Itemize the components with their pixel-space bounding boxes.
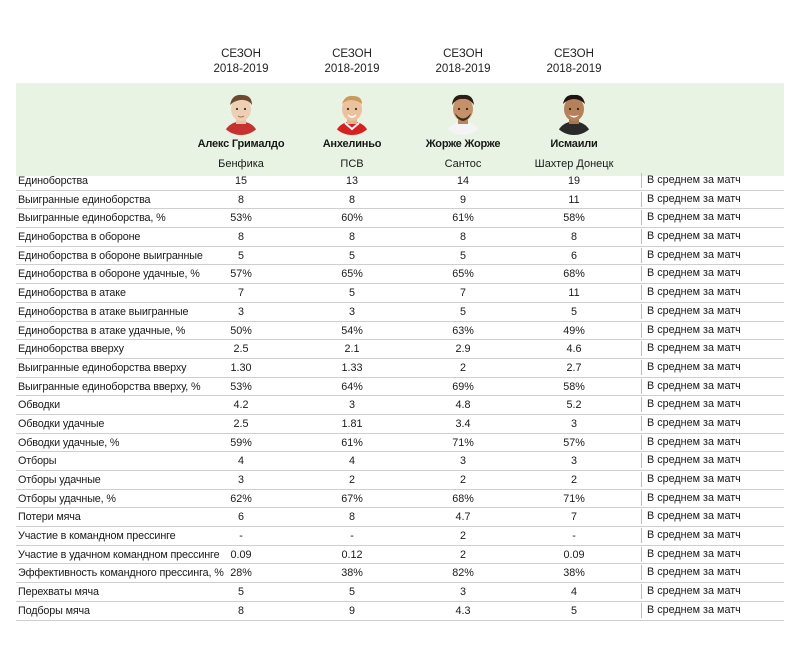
stat-value: 11 bbox=[568, 287, 580, 300]
player-photo bbox=[218, 89, 264, 135]
table-row bbox=[16, 564, 784, 583]
table-row bbox=[16, 415, 784, 434]
per-match-note: В среднем за матч bbox=[641, 565, 780, 580]
per-match-note: В среднем за матч bbox=[641, 509, 780, 524]
stat-value: 5 bbox=[459, 249, 466, 262]
table-row bbox=[16, 583, 784, 602]
stat-label: Выигранные единоборства вверху bbox=[18, 361, 187, 374]
stats-table bbox=[16, 172, 784, 621]
stat-value: 5 bbox=[237, 249, 244, 262]
season-label: СЕЗОН bbox=[221, 48, 261, 60]
per-match-note: В среднем за матч bbox=[641, 266, 780, 281]
stat-value: 61% bbox=[452, 212, 474, 225]
player-club: Бенфика bbox=[218, 158, 264, 170]
stat-value: 8 bbox=[237, 193, 244, 206]
stat-value: 5 bbox=[348, 586, 355, 599]
per-match-note: В среднем за матч bbox=[641, 285, 780, 300]
stat-value: 3 bbox=[570, 455, 577, 468]
table-row bbox=[16, 378, 784, 397]
table-row bbox=[16, 191, 784, 210]
stat-value: 2.5 bbox=[233, 417, 249, 430]
stat-label: Подборы мяча bbox=[18, 604, 90, 617]
per-match-note: В среднем за матч bbox=[641, 360, 780, 375]
stat-value: 5 bbox=[237, 586, 244, 599]
stat-value: 3 bbox=[348, 305, 355, 318]
stat-value: 4 bbox=[570, 586, 577, 599]
stat-value: 7 bbox=[459, 287, 466, 300]
stat-value: 38% bbox=[563, 567, 585, 580]
stat-value: 67% bbox=[341, 492, 363, 505]
stat-label: Выигранные единоборства, % bbox=[18, 212, 166, 225]
stat-value: 9 bbox=[459, 193, 466, 206]
table-row bbox=[16, 284, 784, 303]
per-match-note: В среднем за матч bbox=[641, 547, 780, 562]
stat-value: 5.2 bbox=[566, 399, 582, 412]
stat-value: 68% bbox=[452, 492, 474, 505]
stat-label: Единоборства в атаке выигранные bbox=[18, 305, 189, 318]
table-row bbox=[16, 322, 784, 341]
stat-value: 3 bbox=[570, 417, 577, 430]
per-match-note: В среднем за матч bbox=[641, 341, 780, 356]
per-match-note: В среднем за матч bbox=[641, 603, 780, 618]
stat-value: 6 bbox=[570, 249, 577, 262]
stat-value: 4.3 bbox=[455, 604, 471, 617]
season-years: 2018-2019 bbox=[435, 63, 491, 75]
stat-value: 0.09 bbox=[230, 548, 252, 561]
stat-value: - bbox=[350, 530, 354, 543]
table-row bbox=[16, 602, 784, 621]
player-club: Сантос bbox=[444, 158, 482, 170]
table-row bbox=[16, 546, 784, 565]
stat-value: 0.09 bbox=[563, 548, 585, 561]
per-match-note: В среднем за матч bbox=[641, 491, 780, 506]
stat-value: 59% bbox=[230, 436, 252, 449]
stat-value: 7 bbox=[237, 287, 244, 300]
table-row bbox=[16, 265, 784, 284]
player-photo bbox=[329, 89, 375, 135]
stat-value: 15 bbox=[234, 175, 247, 187]
per-match-note: В среднем за матч bbox=[641, 210, 780, 225]
table-row bbox=[16, 340, 784, 359]
season-header-1 bbox=[186, 47, 296, 77]
stat-value: 5 bbox=[348, 287, 355, 300]
per-match-note: В среднем за матч bbox=[641, 173, 780, 188]
table-row bbox=[16, 452, 784, 471]
per-match-note: В среднем за матч bbox=[641, 584, 780, 599]
stat-value: 1.30 bbox=[230, 361, 252, 374]
stat-value: 19 bbox=[567, 175, 580, 187]
stat-value: 50% bbox=[230, 324, 252, 337]
stat-label: Участие в командном прессинге bbox=[18, 530, 176, 543]
stat-label: Перехваты мяча bbox=[18, 586, 99, 599]
per-match-note: В среднем за матч bbox=[641, 397, 780, 412]
season-header-3 bbox=[408, 47, 518, 77]
table-row bbox=[16, 209, 784, 228]
stat-value: 71% bbox=[563, 492, 585, 505]
stat-value: 65% bbox=[452, 268, 474, 281]
stat-value: 13 bbox=[345, 175, 358, 187]
stat-value: 2 bbox=[459, 530, 466, 543]
stat-value: 4 bbox=[237, 455, 244, 468]
per-match-note: В среднем за матч bbox=[641, 379, 780, 394]
stat-label: Единоборства в атаке bbox=[18, 287, 126, 300]
stat-value: 7 bbox=[570, 511, 577, 524]
stat-value: 5 bbox=[459, 305, 466, 318]
stat-label: Отборы удачные, % bbox=[18, 492, 116, 505]
player-card-angelino bbox=[297, 83, 407, 176]
stat-value: 3 bbox=[237, 305, 244, 318]
table-row bbox=[16, 303, 784, 322]
per-match-note: В среднем за матч bbox=[641, 323, 780, 338]
stat-value: 58% bbox=[563, 380, 585, 393]
stat-value: 68% bbox=[563, 268, 585, 281]
player-name: Алекс Грималдо bbox=[197, 138, 285, 150]
table-row bbox=[16, 490, 784, 509]
stat-value: 63% bbox=[452, 324, 474, 337]
stat-value: 1.33 bbox=[341, 361, 363, 374]
stat-label: Единоборства в атаке удачные, % bbox=[18, 324, 186, 337]
table-row bbox=[16, 228, 784, 247]
stat-value: 4.7 bbox=[455, 511, 471, 524]
stat-label: Отборы удачные bbox=[18, 474, 101, 486]
stat-label: Выигранные единоборства вверху, % bbox=[18, 380, 201, 393]
player-card-jorge bbox=[408, 83, 518, 176]
stat-label: Единоборства вверху bbox=[18, 343, 124, 356]
stat-label: Выигранные единоборства bbox=[18, 193, 151, 206]
season-years: 2018-2019 bbox=[546, 63, 602, 75]
stat-value: 57% bbox=[563, 436, 585, 449]
table-row bbox=[16, 471, 784, 490]
player-photo bbox=[551, 89, 597, 135]
stat-value: 64% bbox=[341, 380, 363, 393]
stat-value: 3 bbox=[348, 399, 355, 412]
stat-value: 8 bbox=[459, 231, 466, 244]
stat-value: 82% bbox=[452, 567, 474, 580]
stat-value: 8 bbox=[237, 604, 244, 617]
stat-value: 38% bbox=[341, 567, 363, 580]
season-header-4 bbox=[519, 47, 629, 77]
per-match-note: В среднем за матч bbox=[641, 528, 780, 543]
stat-value: 5 bbox=[570, 604, 577, 617]
stat-value: 8 bbox=[348, 511, 355, 524]
stat-label: Единоборства в обороне удачные, % bbox=[18, 268, 200, 281]
stat-value: 28% bbox=[230, 567, 252, 580]
stat-label: Участие в удачном командном прессинге bbox=[18, 548, 220, 561]
stat-value: 60% bbox=[341, 212, 363, 225]
stat-label: Единоборства в обороне bbox=[18, 231, 141, 244]
season-label: СЕЗОН bbox=[554, 48, 594, 60]
stat-value: 2 bbox=[348, 474, 355, 486]
stat-value: 3 bbox=[459, 586, 466, 599]
stat-value: 61% bbox=[341, 436, 363, 449]
stat-value: 49% bbox=[563, 324, 585, 337]
table-row bbox=[16, 527, 784, 546]
stat-label: Отборы bbox=[18, 455, 57, 468]
per-match-note: В среднем за матч bbox=[641, 416, 780, 431]
season-label: СЕЗОН bbox=[443, 48, 483, 60]
stat-value: 1.81 bbox=[341, 417, 363, 430]
stat-value: - bbox=[572, 530, 576, 543]
season-label: СЕЗОН bbox=[332, 48, 372, 60]
stat-value: 4.8 bbox=[455, 399, 471, 412]
stat-value: 2 bbox=[459, 548, 466, 561]
stat-value: 0.12 bbox=[341, 548, 363, 561]
stat-value: 5 bbox=[348, 249, 355, 262]
stat-value: 4.6 bbox=[566, 343, 582, 356]
stat-value: 62% bbox=[230, 492, 252, 505]
stat-value: 6 bbox=[237, 511, 244, 524]
stat-value: - bbox=[239, 530, 243, 543]
player-photo bbox=[440, 89, 486, 135]
stat-label: Единоборства bbox=[18, 175, 88, 187]
stat-value: 2.7 bbox=[566, 361, 582, 374]
stat-value: 8 bbox=[237, 231, 244, 244]
stat-value: 2 bbox=[459, 474, 466, 486]
stat-value: 8 bbox=[348, 231, 355, 244]
table-row bbox=[16, 172, 784, 191]
stat-value: 54% bbox=[341, 324, 363, 337]
player-name: Жорже Жорже bbox=[425, 138, 501, 150]
stat-value: 3.4 bbox=[455, 417, 471, 430]
player-club: ПСВ bbox=[340, 158, 364, 170]
stat-value: 65% bbox=[341, 268, 363, 281]
stat-value: 4 bbox=[348, 455, 355, 468]
stat-value: 4.2 bbox=[233, 399, 249, 412]
season-header-2 bbox=[297, 47, 407, 77]
per-match-note: В среднем за матч bbox=[641, 453, 780, 468]
stat-value: 53% bbox=[230, 380, 252, 393]
player-name: Исмаили bbox=[550, 138, 598, 150]
stat-value: 5 bbox=[570, 305, 577, 318]
stat-value: 2.9 bbox=[455, 343, 471, 356]
stat-value: 2.5 bbox=[233, 343, 249, 356]
table-row bbox=[16, 434, 784, 453]
stat-label: Обводки удачные, % bbox=[18, 436, 120, 449]
season-years: 2018-2019 bbox=[213, 63, 269, 75]
stat-value: 71% bbox=[452, 436, 474, 449]
player-name: Анхелиньо bbox=[322, 138, 382, 150]
player-card-ismaily bbox=[519, 83, 629, 176]
per-match-note: В среднем за матч bbox=[641, 435, 780, 450]
table-row bbox=[16, 247, 784, 266]
table-row bbox=[16, 359, 784, 378]
stat-value: 3 bbox=[237, 474, 244, 486]
per-match-note: В среднем за матч bbox=[641, 248, 780, 263]
season-years: 2018-2019 bbox=[324, 63, 380, 75]
stat-value: 11 bbox=[568, 193, 580, 206]
per-match-note: В среднем за матч bbox=[641, 192, 780, 207]
stat-value: 2 bbox=[570, 474, 577, 486]
stat-value: 53% bbox=[230, 212, 252, 225]
player-club: Шахтер Донецк bbox=[534, 158, 614, 170]
stat-value: 8 bbox=[570, 231, 577, 244]
stat-value: 57% bbox=[230, 268, 252, 281]
stat-label: Потери мяча bbox=[18, 511, 81, 524]
stat-value: 2 bbox=[459, 361, 466, 374]
per-match-note: В среднем за матч bbox=[641, 304, 780, 319]
stat-value: 8 bbox=[348, 193, 355, 206]
stat-value: 3 bbox=[459, 455, 466, 468]
player-card-grimaldo bbox=[186, 83, 296, 176]
stat-value: 14 bbox=[456, 175, 469, 187]
stat-label: Обводки bbox=[18, 399, 60, 412]
stat-value: 9 bbox=[348, 604, 355, 617]
stat-label: Эффективность командного прессинга, % bbox=[18, 567, 224, 580]
stat-value: 58% bbox=[563, 212, 585, 225]
stat-label: Обводки удачные bbox=[18, 417, 105, 430]
stat-label: Единоборства в обороне выигранные bbox=[18, 249, 203, 262]
stat-value: 69% bbox=[452, 380, 474, 393]
per-match-note: В среднем за матч bbox=[641, 472, 780, 487]
per-match-note: В среднем за матч bbox=[641, 229, 780, 244]
table-row bbox=[16, 396, 784, 415]
stat-value: 2.1 bbox=[344, 343, 360, 356]
table-row bbox=[16, 508, 784, 527]
